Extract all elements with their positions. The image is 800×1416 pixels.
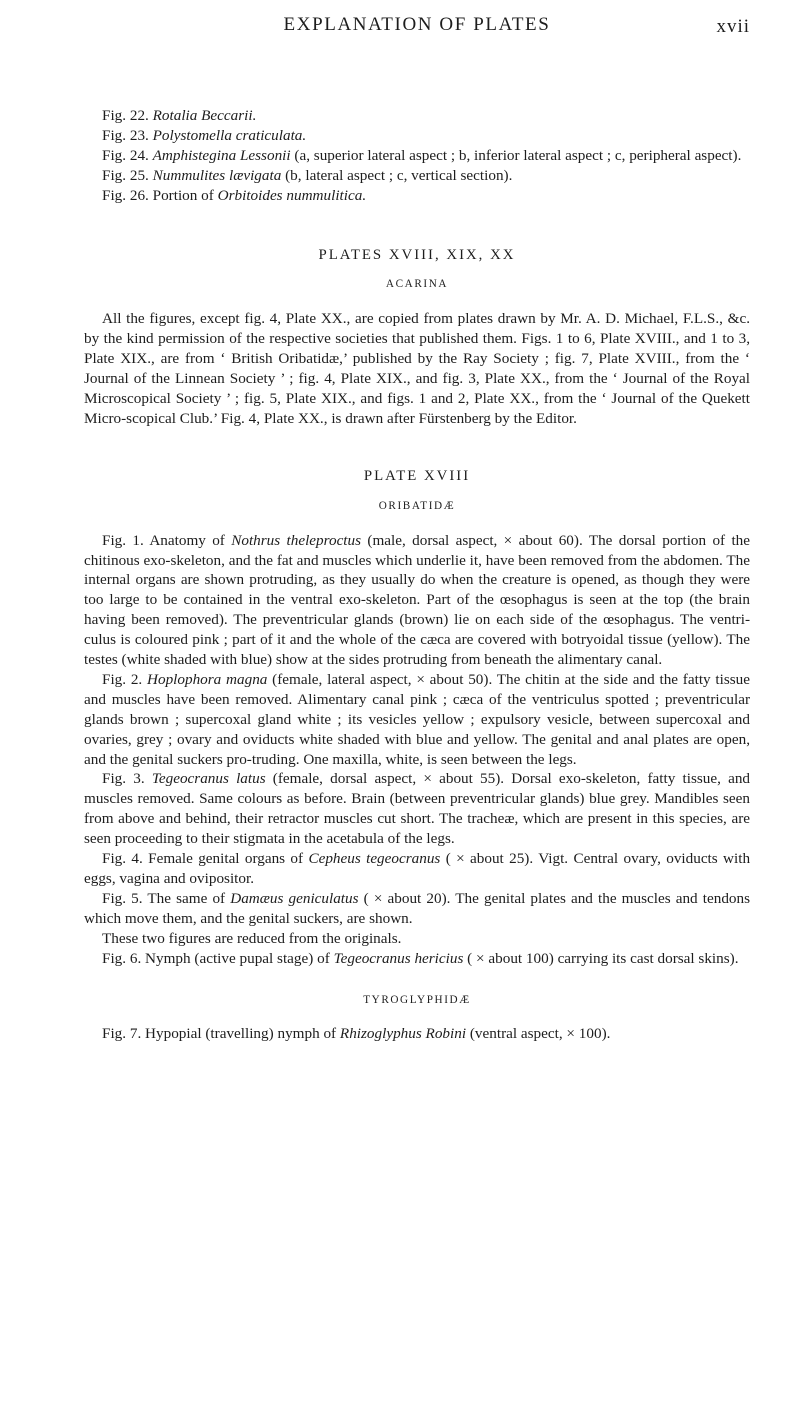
plates-heading: PLATES XVIII, XIX, XX bbox=[318, 246, 516, 263]
fig-label: Fig. 23. bbox=[102, 126, 149, 144]
species-name: Amphistegina Lessonii bbox=[152, 146, 291, 164]
fig-5-caption bbox=[84, 889, 750, 929]
species-name: Orbitoides nummulitica. bbox=[217, 186, 367, 204]
fig-text: Hypopial (travelling) nymph of bbox=[145, 1025, 337, 1043]
fig-text: ( × about 20). The genital plates and the muscles and tendons which move them, and the genital suckers, are shown. bbox=[84, 889, 751, 927]
fig-text: Female genital organs of bbox=[148, 850, 304, 868]
species-name: Tegeocranus latus bbox=[151, 770, 266, 788]
fig-text: ( × about 100) carrying its cast dorsal skins). bbox=[467, 949, 739, 967]
fig-label: Fig. 3. bbox=[102, 770, 145, 788]
species-name: Hoplophora magna bbox=[147, 670, 268, 688]
running-head bbox=[84, 14, 750, 52]
fig-text: (female, dorsal aspect, × about 55). Dorsal exo-skeleton, fatty tissue, and muscles removed. Same colours as before. Brain (between preventricular glands) blue grey. Mandibles seen from above and behind, their retractor muscles cut short. The tracheæ, which are present in this species, are seen proceeding to their stigmata in the acetabula of the legs. bbox=[84, 770, 751, 848]
fig-4-caption bbox=[84, 849, 750, 889]
fig-3-caption bbox=[84, 769, 750, 849]
fig-22-caption bbox=[84, 106, 750, 126]
fig-text: (a, superior lateral aspect ; b, inferior lateral aspect ; c, peripheral aspect). bbox=[294, 146, 742, 164]
book-page bbox=[0, 14, 800, 1416]
fig-label: Fig. 7. bbox=[102, 1025, 142, 1043]
fig-text: The same of bbox=[147, 889, 226, 907]
running-title: EXPLANATION OF PLATES bbox=[283, 14, 551, 35]
fig-text: (male, dorsal aspect, × about 60). The dorsal portion of the chitinous exo-skeleton, and the fat and muscles which underlie it, have been removed from the abdomen. The internal organs are shown protruding, as they usually do when the creature is opened, as though they were too large to be contained in the ventral exo-skeleton. Part of the œsophagus is seen at the top (the brain having been removed). The preventricular glands (brown) lie on each side of the œsophagus. The ventri-culus is coloured pink ; part of it and the whole of the cæca are covered with botryoidal tissue (yellow). The testes (white shaded with blue) show at the sides protruding from beneath the alimentary canal. bbox=[84, 531, 751, 669]
fig-1-caption bbox=[84, 531, 750, 670]
species-name: Rotalia Beccarii. bbox=[152, 107, 257, 124]
fig-26-caption bbox=[84, 186, 750, 206]
species-name: Tegeocranus hericius bbox=[333, 949, 464, 967]
fig-7-caption bbox=[84, 1024, 750, 1044]
fig-label: Fig. 25. bbox=[102, 166, 149, 184]
fig-text: Portion of bbox=[152, 186, 214, 204]
fig-label: Fig. 26. bbox=[102, 186, 149, 204]
fig-text: (ventral aspect, × 100). bbox=[469, 1025, 611, 1043]
fig-text: Nymph (active pupal stage) of bbox=[145, 949, 330, 967]
acarina-heading: ACARINA bbox=[385, 278, 449, 291]
species-name: Nummulites lævigata bbox=[152, 166, 282, 184]
fig-label: Fig. 4. bbox=[102, 850, 143, 868]
fig-label: Fig. 2. bbox=[102, 670, 143, 688]
fig-6-caption bbox=[84, 949, 750, 969]
species-name: Cepheus tegeocranus bbox=[308, 850, 441, 868]
page-content bbox=[84, 106, 750, 1044]
fig-label: Fig. 5. bbox=[102, 889, 143, 907]
fig-23-caption bbox=[84, 126, 750, 146]
acarina-intro: All the figures, except fig. 4, Plate XX., are copied from plates drawn by Mr. A. D. Michael, F.L.S., &c. by the kind permission of the respective societies that published them. Figs. 1 to 6, Plate XVIII., and 1 to 3, Plate XIX., are from ‘ British Oribatidæ,’ published by the Ray Society ; fig. 7, Plate XVIII., from the ‘ Journal of the Linnean Society ’ ; fig. 4, Plate XIX., and fig. 3, Plate XX., from the ‘ Journal of the Royal Microscopical Society ’ ; fig. 5, Plate XIX., and figs. 1 and 2, Plate XX., from the ‘ Journal of the Quekett Micro-scopical Club.’ Fig. 4, Plate XX., is drawn after Fürstenberg by the Editor. bbox=[84, 310, 750, 427]
oribatidae-heading: ORIBATIDÆ bbox=[378, 499, 456, 512]
fig-label: Fig. 24. bbox=[102, 146, 149, 164]
page-number: xvii bbox=[716, 16, 750, 37]
species-name: Nothrus theleproctus bbox=[231, 531, 362, 549]
fig-text: Anatomy of bbox=[149, 531, 225, 549]
reduced-note: These two figures are reduced from the originals. bbox=[102, 929, 402, 947]
fig-text: (female, lateral aspect, × about 50). The chitin at the side and the fatty tissue and muscles have been removed. Alimentary canal pink ; cæca of the ventriculus spotted ; preventricular glands brown ; supercoxal gland white ; its vesicles yellow ; expulsory vesicle, between supercoxal and ovaries, grey ; ovary and oviducts white shaded with blue and yellow. The genital and anal plates are open, and the genital suckers pro-truding. One maxilla, white, is seen between the legs. bbox=[84, 670, 751, 768]
species-name: Rhizoglyphus Robini bbox=[339, 1025, 467, 1043]
plate-18-heading: PLATE XVIII bbox=[363, 467, 471, 484]
tyroglyphidae-heading: TYROGLYPHIDÆ bbox=[363, 993, 471, 1006]
fig-24-caption bbox=[84, 146, 750, 166]
fig-2-caption bbox=[84, 670, 750, 770]
fig-25-caption bbox=[84, 166, 750, 186]
species-name: Polystomella craticulata. bbox=[152, 126, 307, 144]
fig-label: Fig. 6. bbox=[102, 949, 142, 967]
fig-label: Fig. 1. bbox=[102, 531, 144, 549]
species-name: Damæus geniculatus bbox=[230, 889, 359, 907]
fig-text: (b, lateral aspect ; c, vertical section). bbox=[285, 166, 513, 184]
fig-label: Fig. 22. bbox=[102, 107, 149, 124]
fig-text: ( × about 25). Vigt. Central ovary, oviducts with eggs, vagina and ovipositor. bbox=[84, 850, 751, 887]
